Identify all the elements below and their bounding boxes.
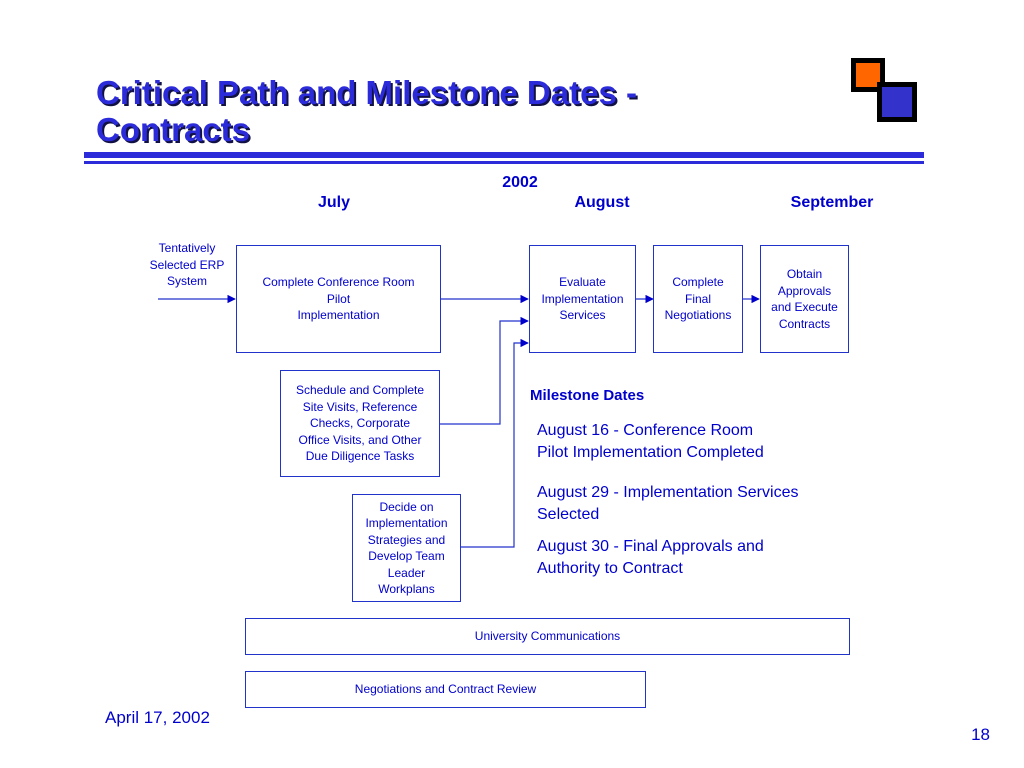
- year-label: 2002: [502, 174, 538, 191]
- box-implementation-strategies: Decide on Implementation Strategies and Develop Team Leader Workplans: [352, 494, 461, 602]
- box-obtain-approvals: Obtain Approvals and Execute Contracts: [760, 245, 849, 353]
- milestone-item: August 30 - Final Approvals and Authority to Contract: [537, 538, 764, 577]
- milestone-item: August 29 - Implementation Services Selected: [537, 484, 799, 523]
- month-august: August: [574, 194, 630, 211]
- title-line-2: Contracts: [96, 111, 251, 148]
- connector-sitevisits-to-evaluate: [440, 321, 528, 424]
- box-university-communications: University Communications: [245, 618, 850, 655]
- month-july: July: [317, 194, 350, 211]
- page-number: 18: [971, 725, 990, 744]
- footer-date: April 17, 2002: [105, 708, 210, 727]
- milestones-heading: Milestone Dates: [530, 387, 645, 404]
- connector-strategies-to-evaluate: [461, 343, 528, 547]
- title-line-1: Critical Path and Milestone Dates -: [96, 74, 637, 111]
- box-evaluate-services: Evaluate Implementation Services: [529, 245, 636, 353]
- month-september: September: [790, 194, 874, 211]
- box-negotiations-contract-review: Negotiations and Contract Review: [245, 671, 646, 708]
- box-site-visits: Schedule and Complete Site Visits, Reference Checks, Corporate Office Visits, and Other Due Diligence Tasks: [280, 370, 440, 477]
- input-label-erp-system: Tentatively Selected ERP System: [149, 241, 225, 288]
- box-conference-room-pilot: Complete Conference Room Pilot Implementation: [236, 245, 441, 353]
- milestone-item: August 16 - Conference Room Pilot Implementation Completed: [537, 422, 764, 461]
- box-complete-negotiations: Complete Final Negotiations: [653, 245, 743, 353]
